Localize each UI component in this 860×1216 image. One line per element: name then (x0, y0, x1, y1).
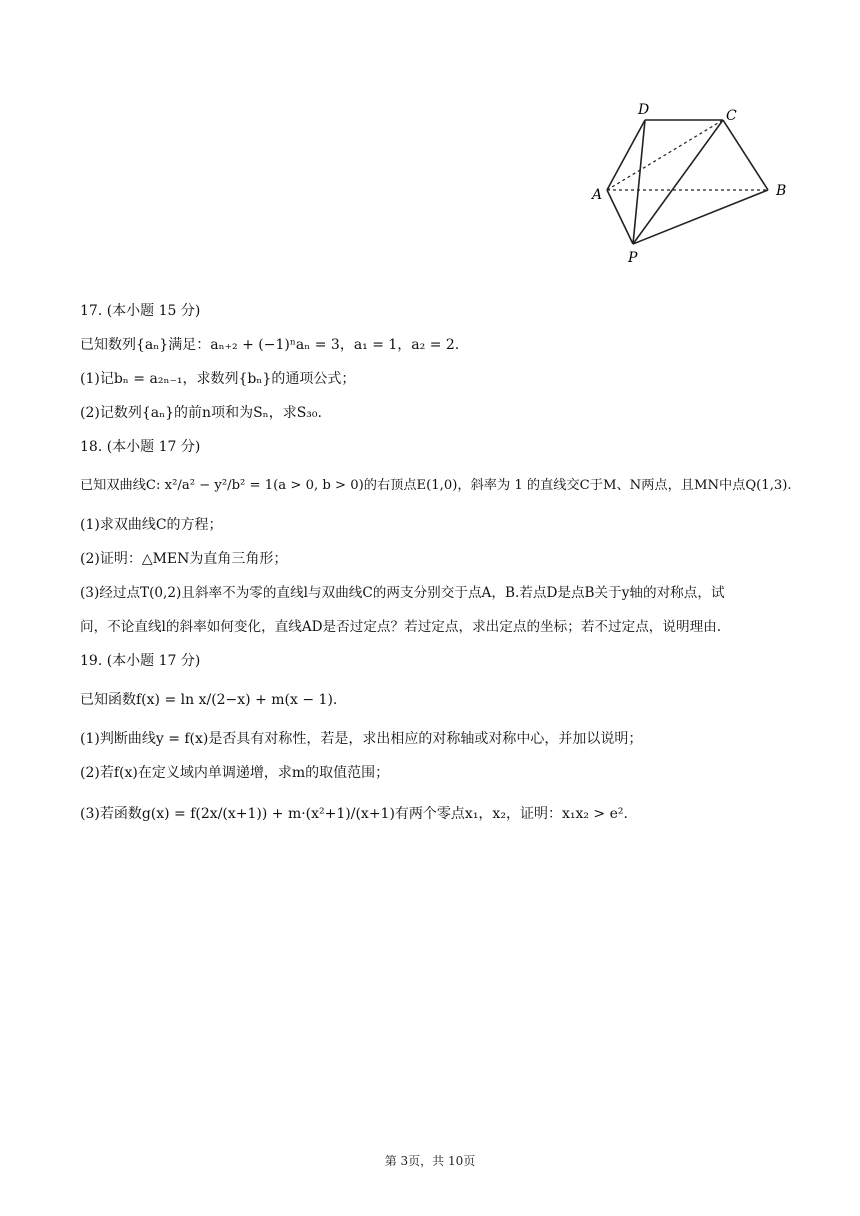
label-C: C (726, 108, 737, 124)
problem-19-line-3: (2)若f(x)在定义域内单调递增，求m的取值范围； (80, 765, 390, 781)
problem-19-heading: 19. (本小题 17 分) (80, 653, 201, 669)
edge-AC-dashed (607, 120, 723, 190)
problem-18-line-1: 已知双曲线C: x²/a² − y²/b² = 1(a > 0, b > 0)的右顶点E(1,0)，斜率为 1 的直线交C于M、N两点，且MN中点Q(1,3). (80, 478, 792, 493)
edge-CB (723, 120, 768, 190)
problem-18-line-5: 问，不论直线l的斜率如何变化，直线AD是否过定点？若过定点，求出定点的坐标；若不过定点，说明理由. (80, 619, 722, 635)
problem-18-line-3: (2)证明：△MEN为直角三角形； (80, 551, 288, 567)
label-A: A (592, 187, 603, 203)
edge-AP (607, 190, 633, 244)
label-P: P (628, 250, 638, 266)
problem-18-line-2: (1)求双曲线C的方程； (80, 517, 223, 533)
problem-17-line-1: 已知数列{aₙ}满足：aₙ₊₂ + (−1)ⁿaₙ = 3，a₁ = 1，a₂ = 2. (80, 337, 460, 353)
problem-17-heading: 17. (本小题 15 分) (80, 303, 201, 319)
label-D: D (638, 102, 650, 118)
problem-17-line-3: (2)记数列{aₙ}的前n项和为Sₙ，求S₃₀. (80, 405, 322, 421)
problem-18-line-4: (3)经过点T(0,2)且斜率不为零的直线l与双曲线C的两支分别交于点A，B.若点D是点B关于y轴的对称点，试 (80, 585, 725, 601)
pyramid-diagram (585, 98, 795, 268)
problem-17-line-2: (1)记bₙ = a₂ₙ₋₁，求数列{bₙ}的通项公式； (80, 371, 356, 387)
problem-18-heading: 18. (本小题 17 分) (80, 439, 201, 455)
label-B: B (776, 183, 787, 199)
page-footer: 第 3页，共 10页 (384, 1154, 476, 1168)
problem-19-line-4: (3)若函数g(x) = f(2x/(x+1)) + m·(x²+1)/(x+1)有两个零点x₁，x₂，证明：x₁x₂ > e². (80, 806, 628, 822)
problem-19-line-2: (1)判断曲线y = f(x)是否具有对称性，若是，求出相应的对称轴或对称中心，并加以说明； (80, 731, 643, 747)
geometry-figure (585, 98, 795, 268)
problem-19-line-1: 已知函数f(x) = ln x/(2−x) + m(x − 1). (80, 692, 338, 708)
